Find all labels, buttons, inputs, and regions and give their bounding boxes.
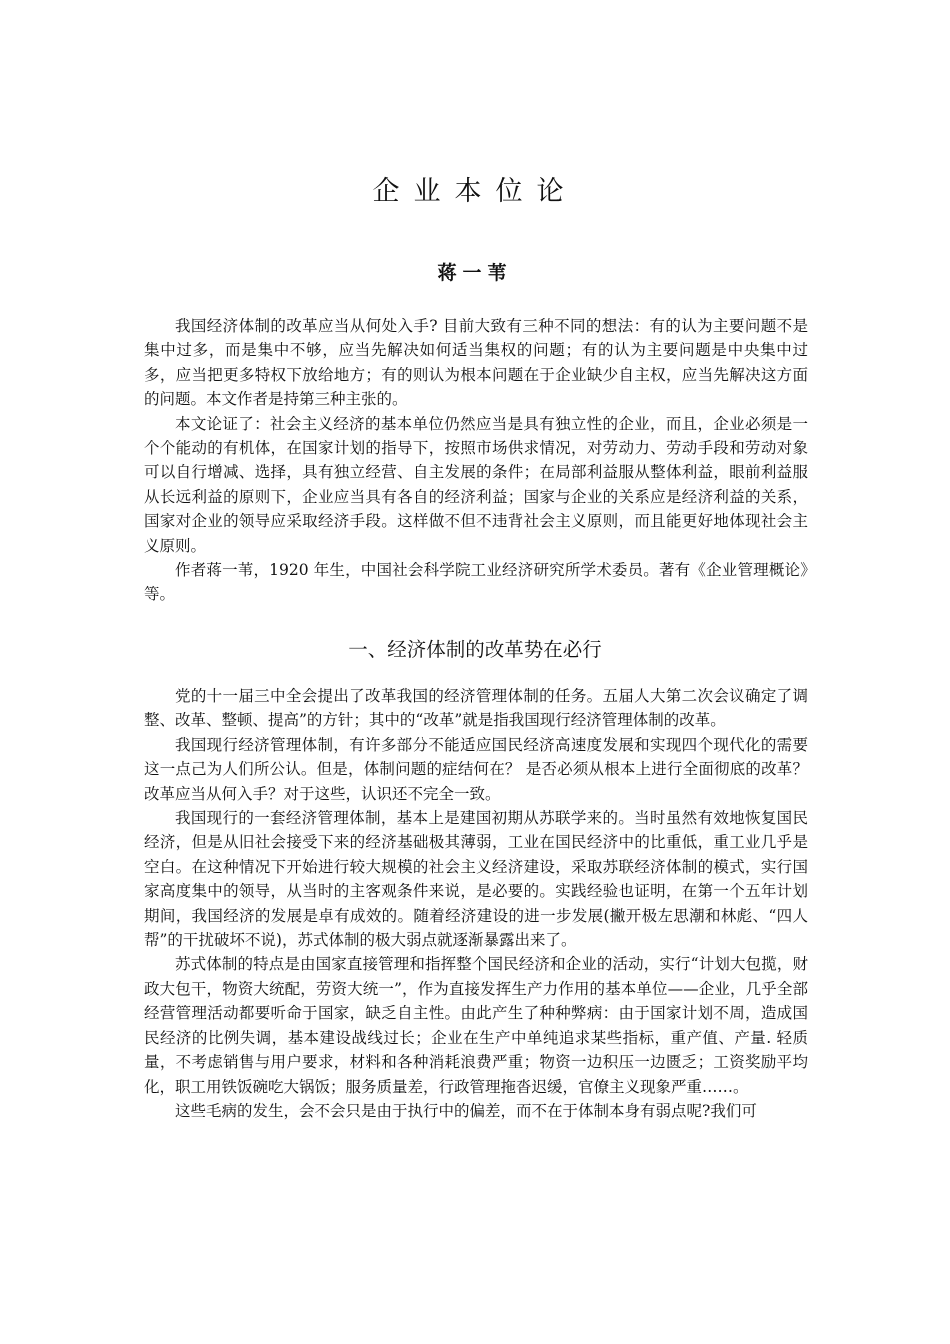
abstract-paragraph: 我国经济体制的改革应当从何处入手? 目前大致有三种不同的想法：有的认为主要问题不是集中过多，而是集中不够，应当先解决如何适当集权的问题；有的认为主要问题是中央集中过多，应当把更多特权下放给地方；有的则认为根本问题在于企业缺少自主权，应当先解决这方面的问题。本文作者是持第三种主张的。 (144, 317, 808, 409)
body-paragraph: 我国现行经济管理体制，有许多部分不能适应国民经济高速度发展和实现四个现代化的需要这一点己为人们所公认。但是，体制问题的症结何在？ 是否必须从根本上进行全面彻底的改革？ 改革应当从何入手？对于这些，认识还不完全一致。 (144, 735, 808, 803)
author-bio-paragraph: 作者蒋一苇，1920 年生，中国社会科学院工业经济研究所学术委员。著有《企业管理概论》等。 (144, 561, 808, 604)
body-paragraph: 党的十一届三中全会提出了改革我国的经济管理体制的任务。五届人大第二次会议确定了调整、改革、整顿、提高”的方针；其中的“改革”就是指我国现行经济管理体制的改革。 (144, 687, 808, 730)
body-paragraph: 这些毛病的发生，会不会只是由于执行中的偏差，而不在于体制本身有弱点呢?我们可 (175, 1101, 757, 1120)
abstract-section (144, 314, 808, 607)
section-heading: 一、经济体制的改革势在必行 (348, 638, 602, 661)
document-title: 企业本位论 (372, 176, 578, 207)
body-paragraph: 我国现行的一套经济管理体制，基本上是建国初期从苏联学来的。当时虽然有效地恢复国民经济，但是从旧社会接受下来的经济基础极其薄弱，工业在国民经济中的比重低，重工业几乎是空白。在这种情况下开始进行较大规模的社会主义经济建设，采取苏联经济体制的模式，实行国家高度集中的领导，从当时的主客观条件来说，是必要的。实践经验也证明，在第一个五年计划期间，我国经济的发展是卓有成效的。随着经济建设的进一步发展(撇开极左思潮和林彪、“四人帮”的干扰破坏不说)，苏式体制的极大弱点就逐渐暴露出来了。 (144, 809, 808, 950)
body-paragraph: 苏式体制的特点是由国家直接管理和指挥整个国民经济和企业的活动，实行“计划大包揽，财政大包干，物资大统配，劳资大统一”，作为直接发挥生产力作用的基本单位——企业，几乎全部经营管理活动都要听命于国家，缺乏自主性。由此产生了种种弊病：由于国家计划不周，造成国民经济的比例失调，基本建设战线过长；企业在生产中单纯追求某些指标，重产值、产量. 轻质量，不考虑销售与用户要求，材料和各种消耗浪费严重；物资一边积压一边匮乏；工资奖励平均化，职工用铁饭碗吃大锅饭；服务质量差，行政管理拖沓迟缓，官僚主义现象严重……。 (144, 955, 808, 1096)
abstract-paragraph: 本文论证了：社会主义经济的基本单位仍然应当是具有独立性的企业，而且，企业必须是一个个能动的有机体，在国家计划的指导下，按照市场供求情况，对劳动力、劳动手段和劳动对象可以自行增减、选择，具有独立经营、自主发展的条件；在局部利益服从整体利益，眼前利益服从长远利益的原则下，企业应当具有各自的经济利益；国家与企业的关系应是经济利益的关系，国家对企业的领导应采取经济手段。这样做不但不违背社会主义原则，而且能更好地体现社会主义原则。 (144, 414, 808, 555)
section-body (144, 684, 808, 1123)
author-name: 蒋一苇 (437, 262, 513, 284)
